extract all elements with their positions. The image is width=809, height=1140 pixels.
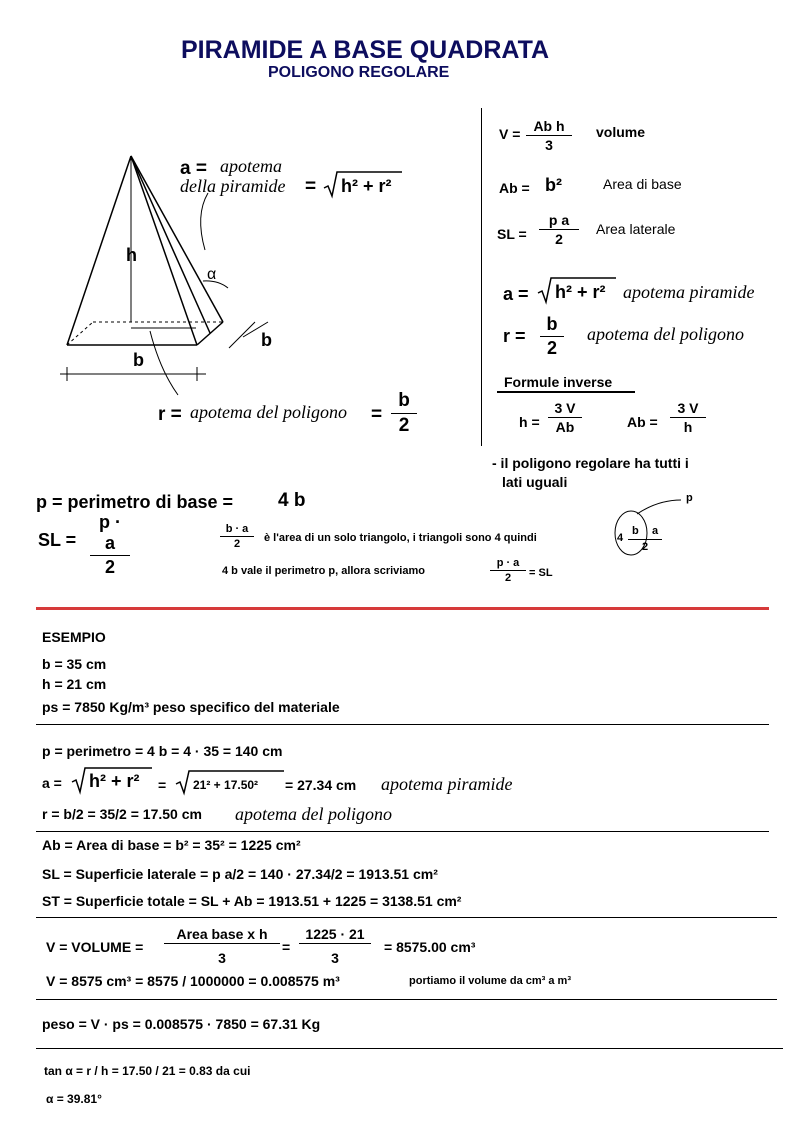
example-r-line: r = b/2 = 35/2 = 17.50 cm <box>42 806 202 822</box>
a-desc: apotema piramide <box>623 282 755 302</box>
v-lhs: V = <box>499 126 521 142</box>
r-fraction: $\frac{b}{2}$ <box>540 314 564 359</box>
v-fraction: $\frac{\text{Ab h}}{3}$ <box>526 118 572 153</box>
example-v-conv-note: portiamo il volume da cm³ a m³ <box>409 975 571 987</box>
example-tan: tan α = r / h = 17.50 / 21 = 0.83 da cui <box>44 1064 251 1078</box>
note-line2: lati uguali <box>502 474 568 490</box>
expl2-eq: = SL <box>529 567 553 579</box>
example-h: h = 21 cm <box>42 676 107 692</box>
h-lhs: h = <box>519 414 540 430</box>
example-alpha: α = 39.81° <box>46 1092 102 1106</box>
divider-2 <box>36 831 769 832</box>
figure-apotema-text1: apotema <box>220 156 282 176</box>
figure-r-text: apotema del poligono <box>190 402 347 422</box>
ab2-fraction: $\frac{3 V}{h}$ <box>670 400 706 435</box>
figure-h-label: h <box>126 245 137 265</box>
figure-r-fraction: $\frac{b}{2}$ <box>391 390 417 437</box>
red-separator <box>36 607 769 610</box>
example-v-eq: = <box>282 939 291 955</box>
example-v-lhs: V = VOLUME = <box>46 939 144 955</box>
sl-desc: Area laterale <box>596 221 676 237</box>
example-a-rad1: h² + r² <box>89 771 140 791</box>
expl-fraction: $\frac{b \cdot a}{2}$ <box>220 523 254 550</box>
perimeter-value: 4 b <box>278 490 306 511</box>
circle-p: p <box>686 492 693 504</box>
example-v-frac1: Area base x h 3 <box>164 926 280 966</box>
r-lhs: r = <box>503 326 526 346</box>
ab2-lhs: Ab = <box>627 414 658 430</box>
example-sl-line: SL = Superficie laterale = p a/2 = 140 · 27.34/2 = 1913.51 cm² <box>42 866 438 882</box>
r-desc: apotema del poligono <box>587 324 744 344</box>
example-a-rad2: 21² + 17.50² <box>193 778 259 792</box>
figure-apotema-eq: = <box>305 176 317 197</box>
ab-desc: Area di base <box>603 176 682 192</box>
figure-apotema-text2: della piramide <box>180 176 286 196</box>
page-title: PIRAMIDE A BASE QUADRATA <box>181 36 550 64</box>
example-ab-line: Ab = Area di base = b² = 35² = 1225 cm² <box>42 837 301 853</box>
example-peso: peso = V · ps = 0.008575 · 7850 = 67.31 Kg <box>42 1016 321 1032</box>
sl-fraction: $\frac{\text{p a}}{2}$ <box>539 212 579 247</box>
example-ps: ps = 7850 Kg/m³ peso specifico del materiale <box>42 699 340 715</box>
circle-b: b <box>632 525 639 537</box>
perimeter-sl-lhs: SL = <box>38 530 77 550</box>
ab-rhs: b² <box>545 175 562 195</box>
figure-apotema-a: a = <box>180 158 207 179</box>
example-b: b = 35 cm <box>42 656 107 672</box>
divider-1 <box>36 724 769 725</box>
a-lhs: a = <box>503 284 529 304</box>
expl2-text: 4 b vale il perimetro p, allora scriviamo <box>222 565 425 577</box>
a-radicand: h² + r² <box>555 282 606 302</box>
example-r-desc: apotema del poligono <box>235 804 392 824</box>
vertical-divider <box>481 108 482 446</box>
example-a-desc: apotema piramide <box>381 774 513 794</box>
circle-den: 2 <box>642 541 649 553</box>
figure-apotema-radicand: h² + r² <box>341 176 392 196</box>
figure-b-label: b <box>133 350 144 370</box>
example-p-line: p = perimetro = 4 b = 4 · 35 = 140 cm <box>42 743 283 759</box>
example-v-frac2: $\frac{1225 \cdot 21}{3}$ <box>299 926 371 966</box>
figure-r-label: r = <box>158 404 182 425</box>
example-heading: ESEMPIO <box>42 629 106 645</box>
figure-b-side-label: b <box>261 330 272 350</box>
example-a-lhs: a = <box>42 775 62 791</box>
h-fraction: $\frac{3 V}{Ab}$ <box>548 400 582 435</box>
perimeter-line: p = perimetro di base = <box>36 492 234 512</box>
divider-5 <box>36 1048 783 1049</box>
circle-a: a <box>652 525 659 537</box>
expl2-fraction: $\frac{p \cdot a}{2}$ <box>490 557 526 584</box>
example-a-eq2: = 27.34 cm <box>285 777 357 793</box>
divider-4 <box>36 999 777 1000</box>
v-desc: volume <box>596 124 646 140</box>
figure-alpha-label: α <box>207 266 217 283</box>
inverse-title: Formule inverse <box>504 374 613 390</box>
figure-r-eq: = <box>371 404 383 425</box>
divider-3 <box>36 917 777 918</box>
circle-frac-line <box>628 539 662 540</box>
page-subtitle: POLIGONO REGOLARE <box>268 64 450 81</box>
circle-four: 4 <box>617 532 624 544</box>
expl-text: è l'area di un solo triangolo, i triangoli sono 4 quindi <box>264 532 537 544</box>
note-line1: - il poligono regolare ha tutti i <box>492 455 689 471</box>
perimeter-sl-fraction: $\frac{p \cdot a}{2}$ <box>90 512 130 578</box>
example-a-eq1: = <box>158 777 167 793</box>
example-st-line: ST = Superficie totale = SL + Ab = 1913.51 + 1225 = 3138.51 cm² <box>42 893 462 909</box>
inverse-underline <box>497 391 635 393</box>
example-v-conv: V = 8575 cm³ = 8575 / 1000000 = 0.008575 m³ <box>46 973 340 989</box>
ab-lhs: Ab = <box>499 180 530 196</box>
example-v-res: = 8575.00 cm³ <box>384 939 476 955</box>
sl-lhs: SL = <box>497 226 527 242</box>
